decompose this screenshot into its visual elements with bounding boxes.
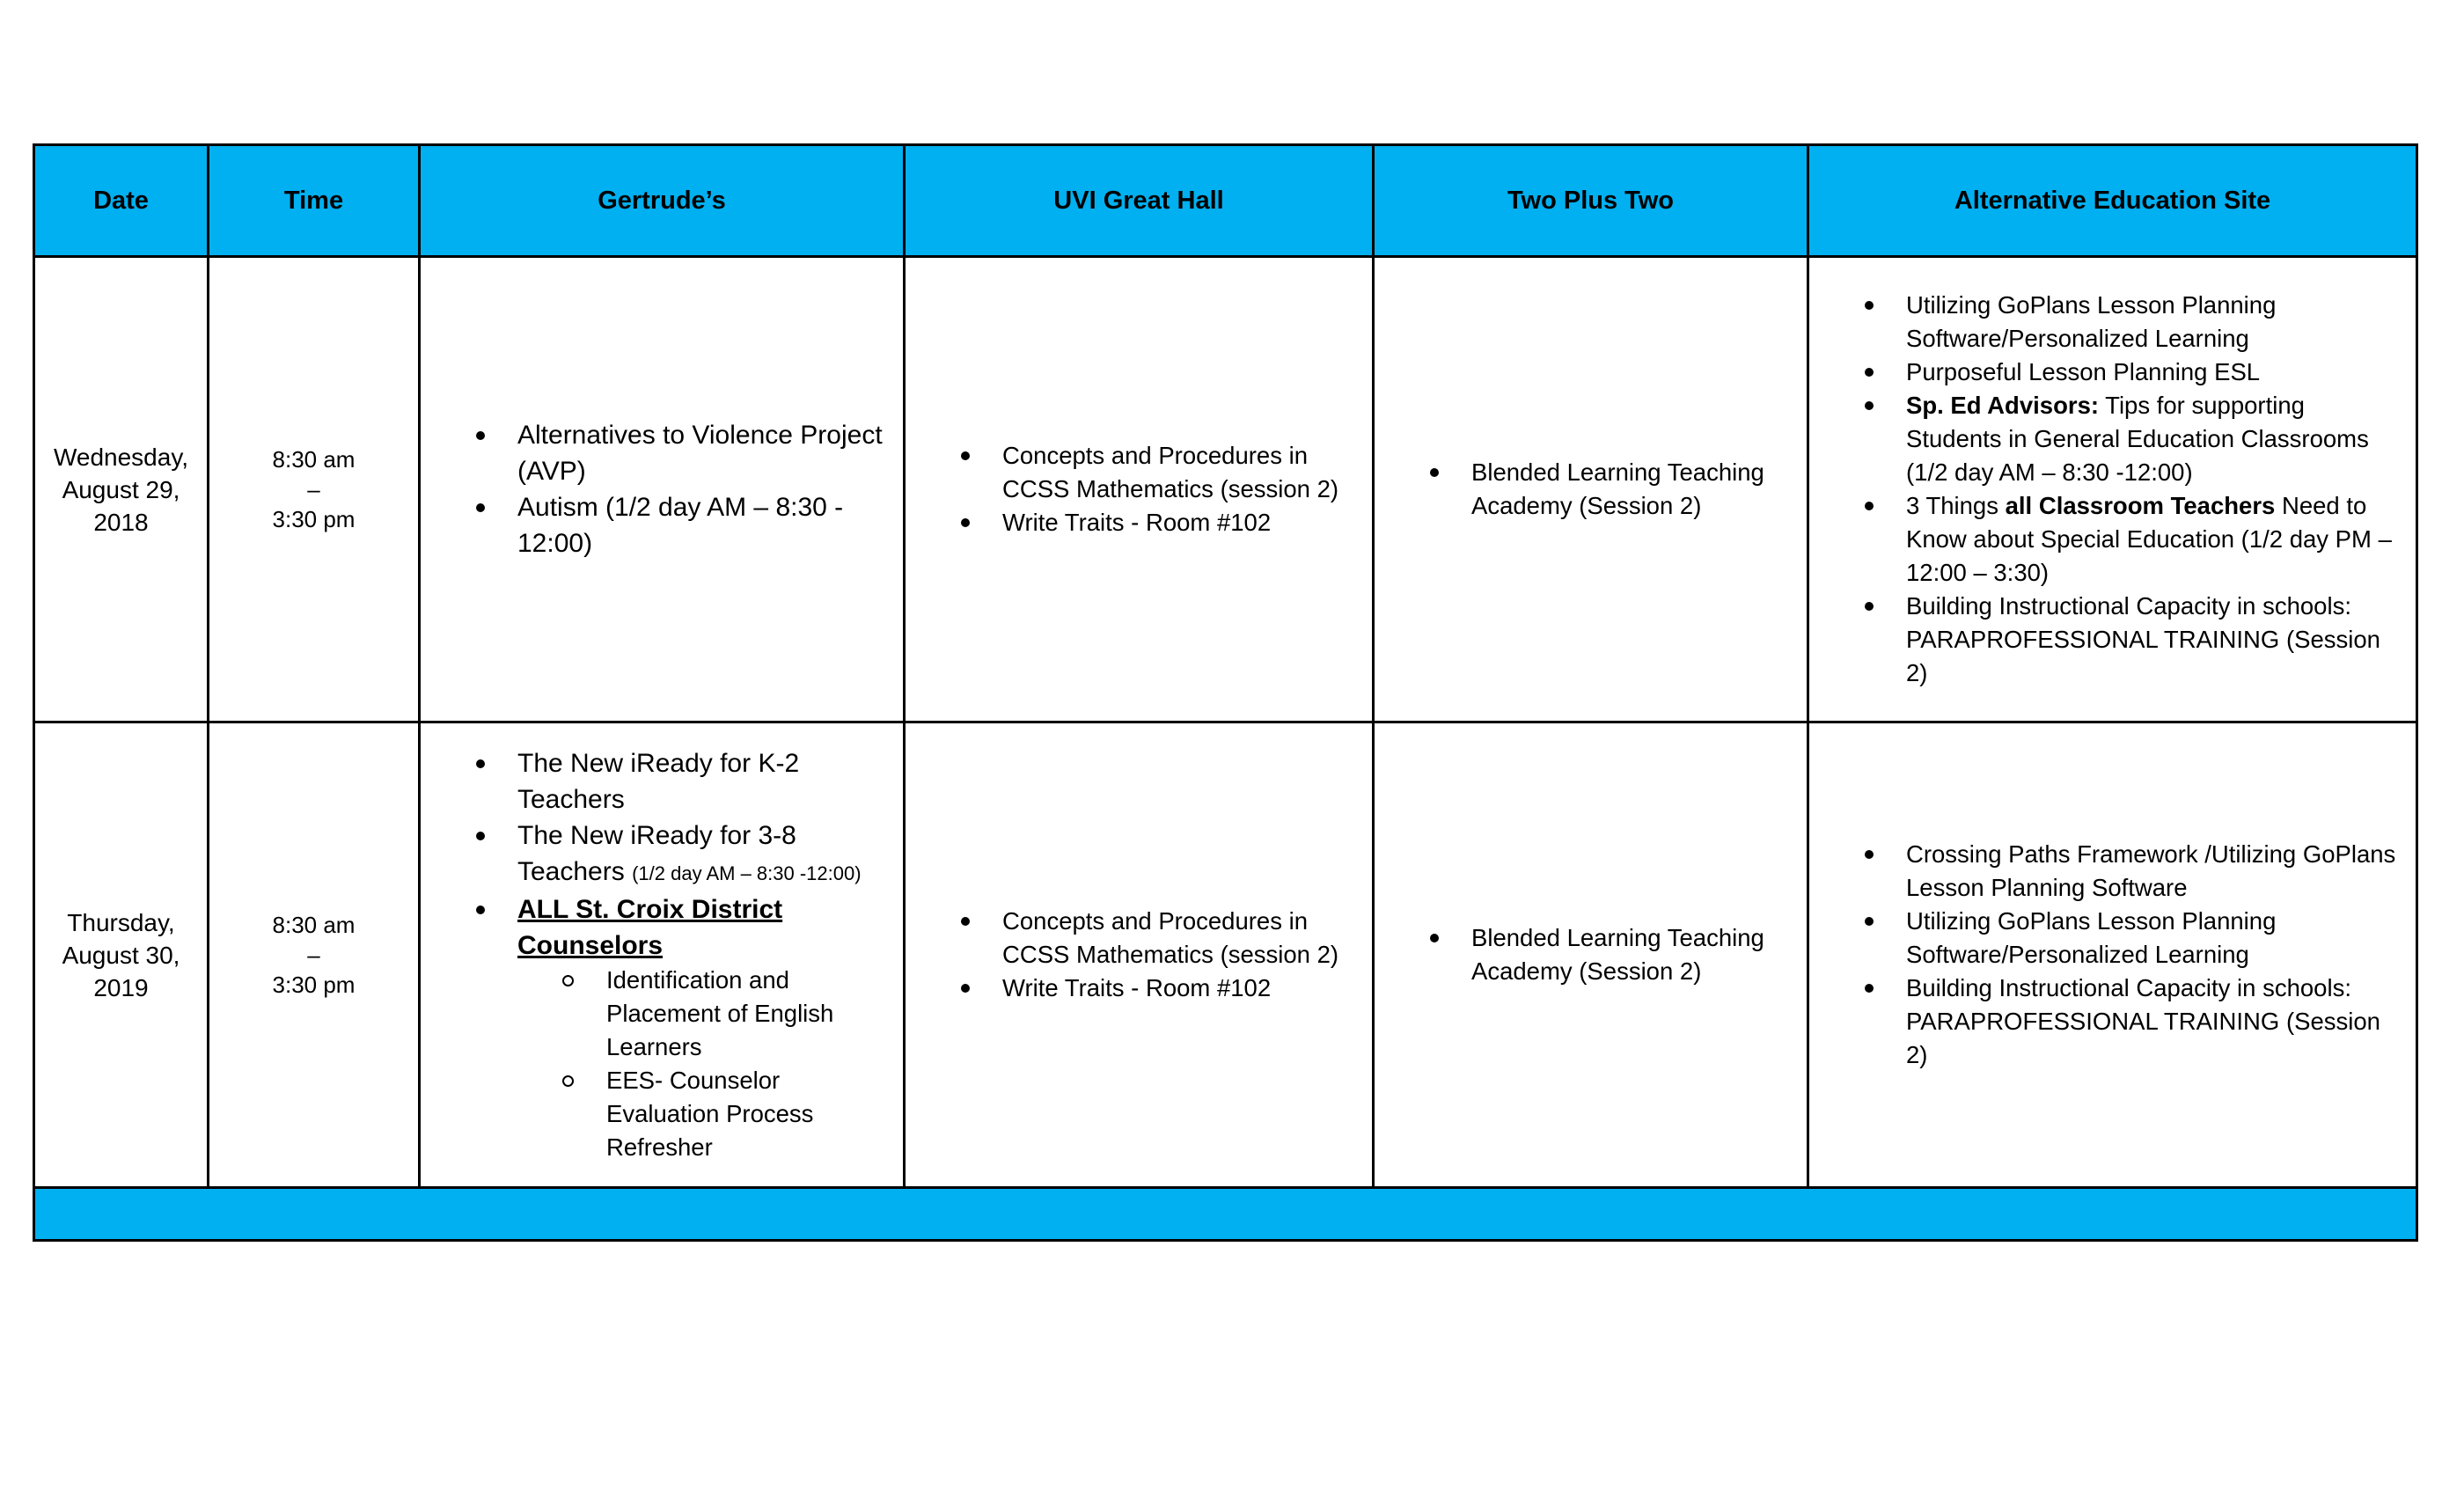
time-start: 8:30 am [272, 446, 356, 473]
footer-bar [34, 1188, 2417, 1241]
header-date: Date [34, 145, 209, 257]
two-plus-two-cell [1374, 257, 1808, 722]
session-list [1390, 456, 1791, 523]
two-plus-two-cell [1374, 722, 1808, 1188]
list-item: Concepts and Procedures in CCSS Mathematics (session 2) [1002, 439, 1356, 506]
header-alternative-education-site: Alternative Education Site [1808, 145, 2417, 257]
date-line: 2019 [93, 973, 149, 1001]
session-list [1825, 838, 2400, 1072]
gertrudes-cell [420, 722, 905, 1188]
footer-row [34, 1188, 2417, 1241]
sub-list [517, 964, 887, 1164]
sub-list-item: EES- Counselor Evaluation Process Refresher [606, 1064, 887, 1164]
date-line: August 30, [62, 941, 180, 969]
alt-ed-cell [1808, 722, 2417, 1188]
item-text: Need to Know about Special Education (1/2 day PM – 12:00 – 3:30) [1906, 492, 2392, 586]
item-text: 3 Things [1906, 492, 2006, 519]
session-list [1825, 289, 2400, 690]
uvi-cell [905, 257, 1374, 722]
date-line: Thursday, [67, 908, 175, 936]
time-end: 3:30 pm [272, 506, 356, 532]
list-item: Utilizing GoPlans Lesson Planning Software/Personalized Learning [1906, 289, 2400, 356]
advisors-label: Sp. Ed Advisors: [1906, 392, 2100, 419]
list-item: Concepts and Procedures in CCSS Mathematics (session 2) [1002, 905, 1356, 972]
header-two-plus-two: Two Plus Two [1374, 145, 1808, 257]
header-row [34, 145, 2417, 257]
date-line: 2018 [93, 508, 149, 536]
list-item: Crossing Paths Framework /Utilizing GoPlans Lesson Planning Software [1906, 838, 2400, 905]
time-cell [209, 722, 420, 1188]
time-start: 8:30 am [272, 912, 356, 938]
list-item [1906, 489, 2400, 590]
list-item: Utilizing GoPlans Lesson Planning Software/Personalized Learning [1906, 905, 2400, 972]
item-note: (1/2 day AM – 8:30 -12:00) [632, 862, 862, 884]
header-uvi-great-hall: UVI Great Hall [905, 145, 1374, 257]
list-item: Autism (1/2 day AM – 8:30 - 12:00) [517, 489, 887, 561]
session-list [436, 745, 887, 1164]
list-item: Write Traits - Room #102 [1002, 506, 1356, 539]
session-list [436, 417, 887, 561]
date-line: Wednesday, [53, 443, 189, 471]
gertrudes-cell [420, 257, 905, 722]
table-row [34, 257, 2417, 722]
sub-list-item: Identification and Placement of English Learners [606, 964, 887, 1064]
session-list [921, 905, 1356, 1005]
list-item: Building Instructional Capacity in schools: PARAPROFESSIONAL TRAINING (Session 2) [1906, 590, 2400, 690]
header-gertrudes: Gertrude’s [420, 145, 905, 257]
list-item [1906, 389, 2400, 489]
list-item: Write Traits - Room #102 [1002, 972, 1356, 1005]
date-line: August 29, [62, 475, 180, 503]
alt-ed-cell [1808, 257, 2417, 722]
list-item: Alternatives to Violence Project (AVP) [517, 417, 887, 489]
table-row [34, 722, 2417, 1188]
item-text: Tips for supporting Students in General Education Classrooms (1/2 day AM – 8:30 -12:00) [1906, 392, 2369, 486]
session-list [1390, 921, 1791, 988]
time-cell [209, 257, 420, 722]
list-item: The New iReady for K-2 Teachers [517, 745, 887, 818]
time-dash: – [307, 476, 320, 502]
time-end: 3:30 pm [272, 972, 356, 998]
list-item [517, 818, 887, 891]
session-list [921, 439, 1356, 539]
emphasis-text: all Classroom Teachers [2005, 492, 2276, 519]
time-dash: – [307, 942, 320, 968]
list-item [517, 891, 887, 1164]
uvi-cell [905, 722, 1374, 1188]
list-item: Building Instructional Capacity in schools: PARAPROFESSIONAL TRAINING (Session 2) [1906, 972, 2400, 1072]
item-text: The New iReady for 3-8 Teachers [517, 821, 796, 886]
date-cell [34, 722, 209, 1188]
schedule-table [33, 143, 2418, 1242]
date-cell [34, 257, 209, 722]
list-item: Purposeful Lesson Planning ESL [1906, 356, 2400, 389]
list-item: Blended Learning Teaching Academy (Session 2) [1471, 921, 1791, 988]
counselors-heading: ALL St. Croix District Counselors [517, 895, 783, 960]
header-time: Time [209, 145, 420, 257]
list-item: Blended Learning Teaching Academy (Session 2) [1471, 456, 1791, 523]
